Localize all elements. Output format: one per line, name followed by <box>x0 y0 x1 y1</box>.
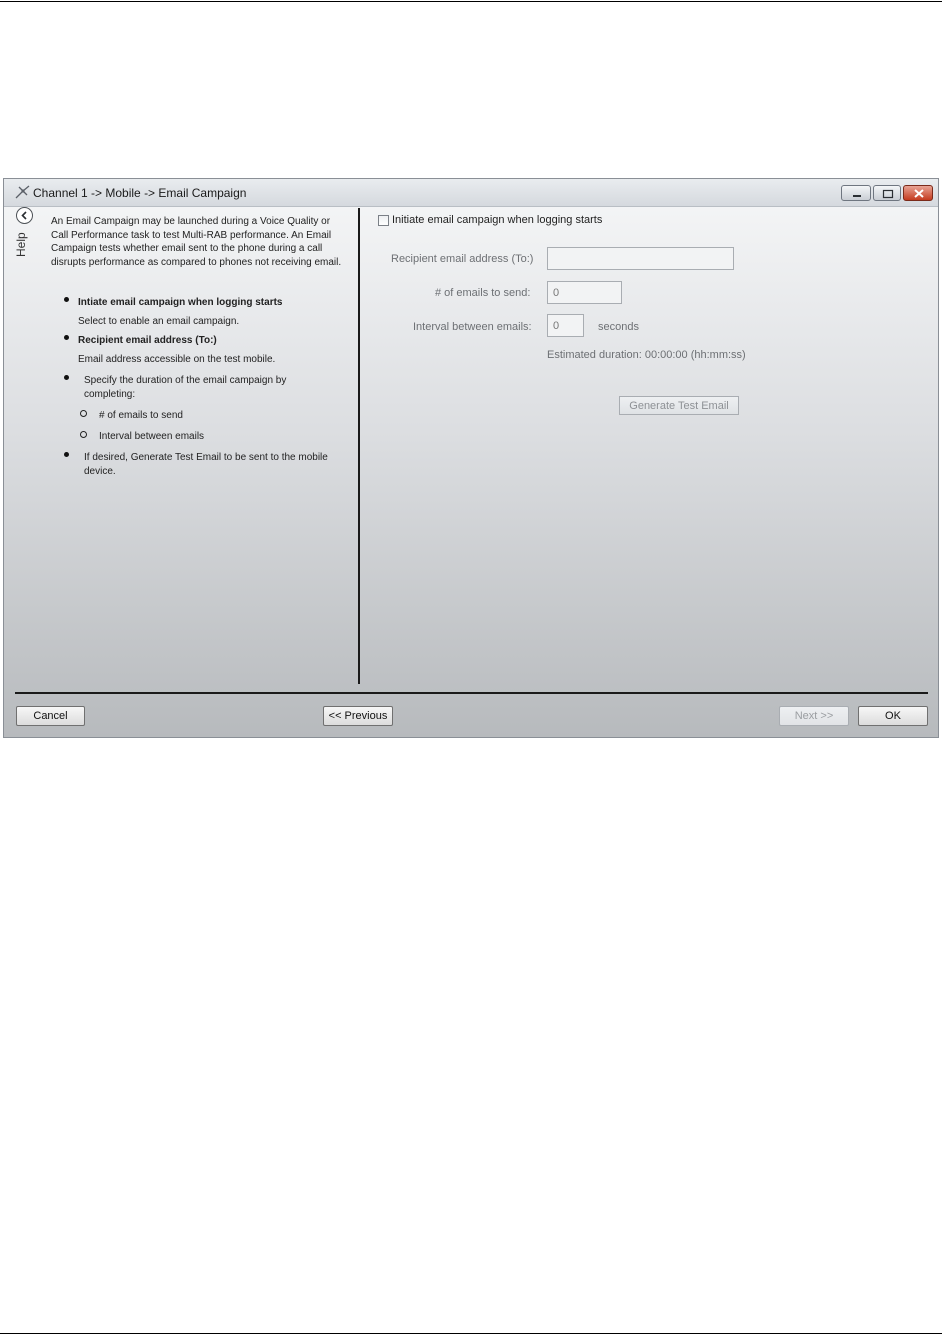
chevron-left-icon <box>17 208 32 223</box>
maximize-icon <box>874 186 902 202</box>
initiate-campaign-checkbox[interactable] <box>378 215 389 226</box>
interval-label: Interval between emails: <box>413 321 532 333</box>
sub-bullet-icon <box>80 410 87 417</box>
footer-divider <box>15 692 928 694</box>
satellite-icon <box>14 184 32 200</box>
bullet-icon <box>64 335 69 340</box>
interval-unit: seconds <box>598 321 639 333</box>
help-item-recipient: Recipient email address (To:) Email address accessible on the test mobile. <box>78 334 338 366</box>
help-item-initiate: Intiate email campaign when logging starts Select to enable an email campaign. <box>78 296 338 328</box>
close-icon <box>904 186 934 202</box>
next-button[interactable]: Next >> <box>779 706 849 726</box>
close-button[interactable] <box>903 185 933 201</box>
help-subitem-interval: Interval between emails <box>99 430 299 444</box>
help-item-generate: If desired, Generate Test Email to be sent to the mobile device. <box>84 451 344 478</box>
window-title: Channel 1 -> Mobile -> Email Campaign <box>33 186 247 200</box>
help-tab-label[interactable]: Help <box>14 232 28 257</box>
help-intro: An Email Campaign may be launched during a Voice Quality or Call Performance task to test Multi-RAB performance. An Email Campaign tests whether email sent to the phone during a call disrupts performance as compared to phones not receiving email. <box>51 216 342 268</box>
ok-button[interactable]: OK <box>858 706 928 726</box>
initiate-campaign-label[interactable]: Initiate email campaign when logging starts <box>392 214 603 226</box>
help-item-duration: Specify the duration of the email campaign by completing: <box>84 374 314 401</box>
recipient-label: Recipient email address (To:) <box>391 253 534 265</box>
sub-bullet-icon <box>80 431 87 438</box>
cancel-button[interactable]: Cancel <box>16 706 85 726</box>
previous-button[interactable]: << Previous <box>323 706 393 726</box>
generate-test-email-button[interactable]: Generate Test Email <box>619 396 739 415</box>
bullet-icon <box>64 297 69 302</box>
title-bar <box>4 179 938 207</box>
bullet-icon <box>64 452 69 457</box>
panel-divider <box>358 208 360 684</box>
num-emails-input[interactable] <box>547 281 622 304</box>
page-top-rule <box>0 1 942 2</box>
recipient-email-input[interactable] <box>547 247 734 270</box>
maximize-button[interactable] <box>873 185 901 201</box>
num-emails-label: # of emails to send: <box>435 287 531 299</box>
minimize-icon <box>842 186 872 202</box>
help-strip <box>11 205 39 685</box>
interval-input[interactable] <box>547 314 584 337</box>
minimize-button[interactable] <box>841 185 871 201</box>
estimated-duration: Estimated duration: 00:00:00 (hh:mm:ss) <box>547 349 746 361</box>
bullet-icon <box>64 375 69 380</box>
page-bottom-rule <box>0 1333 942 1334</box>
collapse-help-button[interactable] <box>16 207 33 224</box>
help-subitem-emails: # of emails to send <box>99 409 299 423</box>
